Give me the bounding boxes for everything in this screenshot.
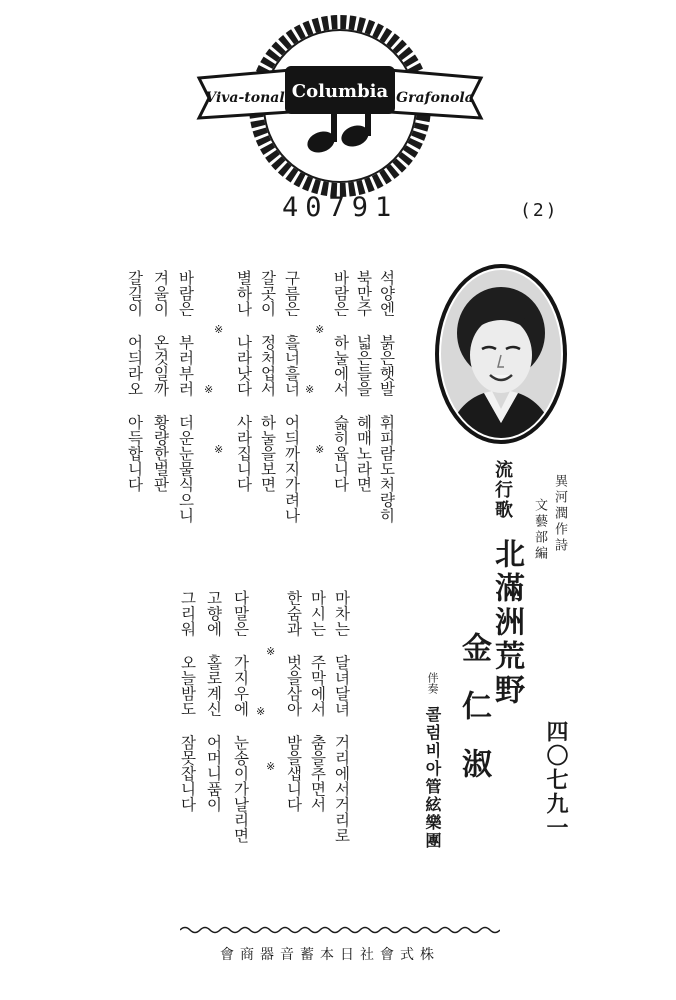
song-title: 北滿洲荒野 [489,538,524,708]
singer-portrait [434,263,568,445]
columbia-logo [195,8,485,204]
lyric-line: 한숨과 벗을삼아 밤을샙니다 [284,590,303,812]
verse-separator-mark: ※ [315,323,325,336]
lyric-line: 갈길이 어듸라오 아득합니다 [125,270,144,492]
lyric-line: 겨울이 온것일까 황량한벌판 [151,270,170,492]
wavy-divider-line [180,925,500,935]
columbia-logo-graphic [195,8,485,204]
wavy-divider [180,920,500,930]
accompaniment-name: 콜럼비아管絃樂團 [423,706,442,850]
lyric-line: 별하나 나라낫다 사라집니다 [234,270,253,492]
lyric-line: 마차는 달녀달녀 거리에서거리로 [332,590,351,843]
verse-separator-mark: ※ [266,760,276,773]
lyric-line: 바람은 하눌에서 슯히웁니다 [331,270,350,492]
song-genre: 流行歌 [492,460,513,520]
lyric-line: 고향에 홀로계신 어머니품이 [204,590,223,812]
verse-separator-mark: ※ [204,383,214,396]
logo-left-text: Viva-tonal [205,90,285,106]
accompaniment-label: 伴奏 [426,672,439,694]
lyric-line: 바람은 부러부러 더운눈물식으니 [176,270,195,523]
logo-right-text: Grafonola [396,90,474,106]
portrait-image [434,263,568,445]
verse-separator-mark: ※ [315,443,325,456]
verse-separator-mark: ※ [305,383,315,396]
lyric-line: 마시는 주막에서 춤을추면서 [308,590,327,812]
lyric-line: 구름은 흘너흘너 어듸까지가려나 [282,270,301,523]
publisher-name: 會商器音蓄本日社會式株 [220,947,440,963]
verse-separator-mark: ※ [214,443,224,456]
lyricist-credit: 異河潤作詩 [552,474,567,554]
catalog-number-kanji: 四〇七九一 [543,720,569,840]
catalog-number: 40791 [282,192,399,223]
lyric-line: 북만주 넓은들을 헤매노라면 [354,270,373,492]
arranger-credit: 文藝部編 [532,498,547,562]
singer-name: 金仁淑 [456,632,491,806]
lyric-line: 다말은 가지우에 눈송이가날리면 [231,590,250,843]
verse-separator-mark: ※ [256,705,266,718]
lyric-line: 석양엔 붉은햇발 휘피람도처량히 [377,270,396,523]
verse-separator-mark: ※ [266,645,276,658]
lyric-line: 갈곳이 정처업서 하눌을보면 [258,270,277,492]
lyric-line: 그리워 오늘밤도 잠못잡니다 [178,590,197,812]
side-number: (2) [520,200,559,221]
verse-separator-mark: ※ [214,323,224,336]
logo-center-text: Columbia [291,81,389,102]
